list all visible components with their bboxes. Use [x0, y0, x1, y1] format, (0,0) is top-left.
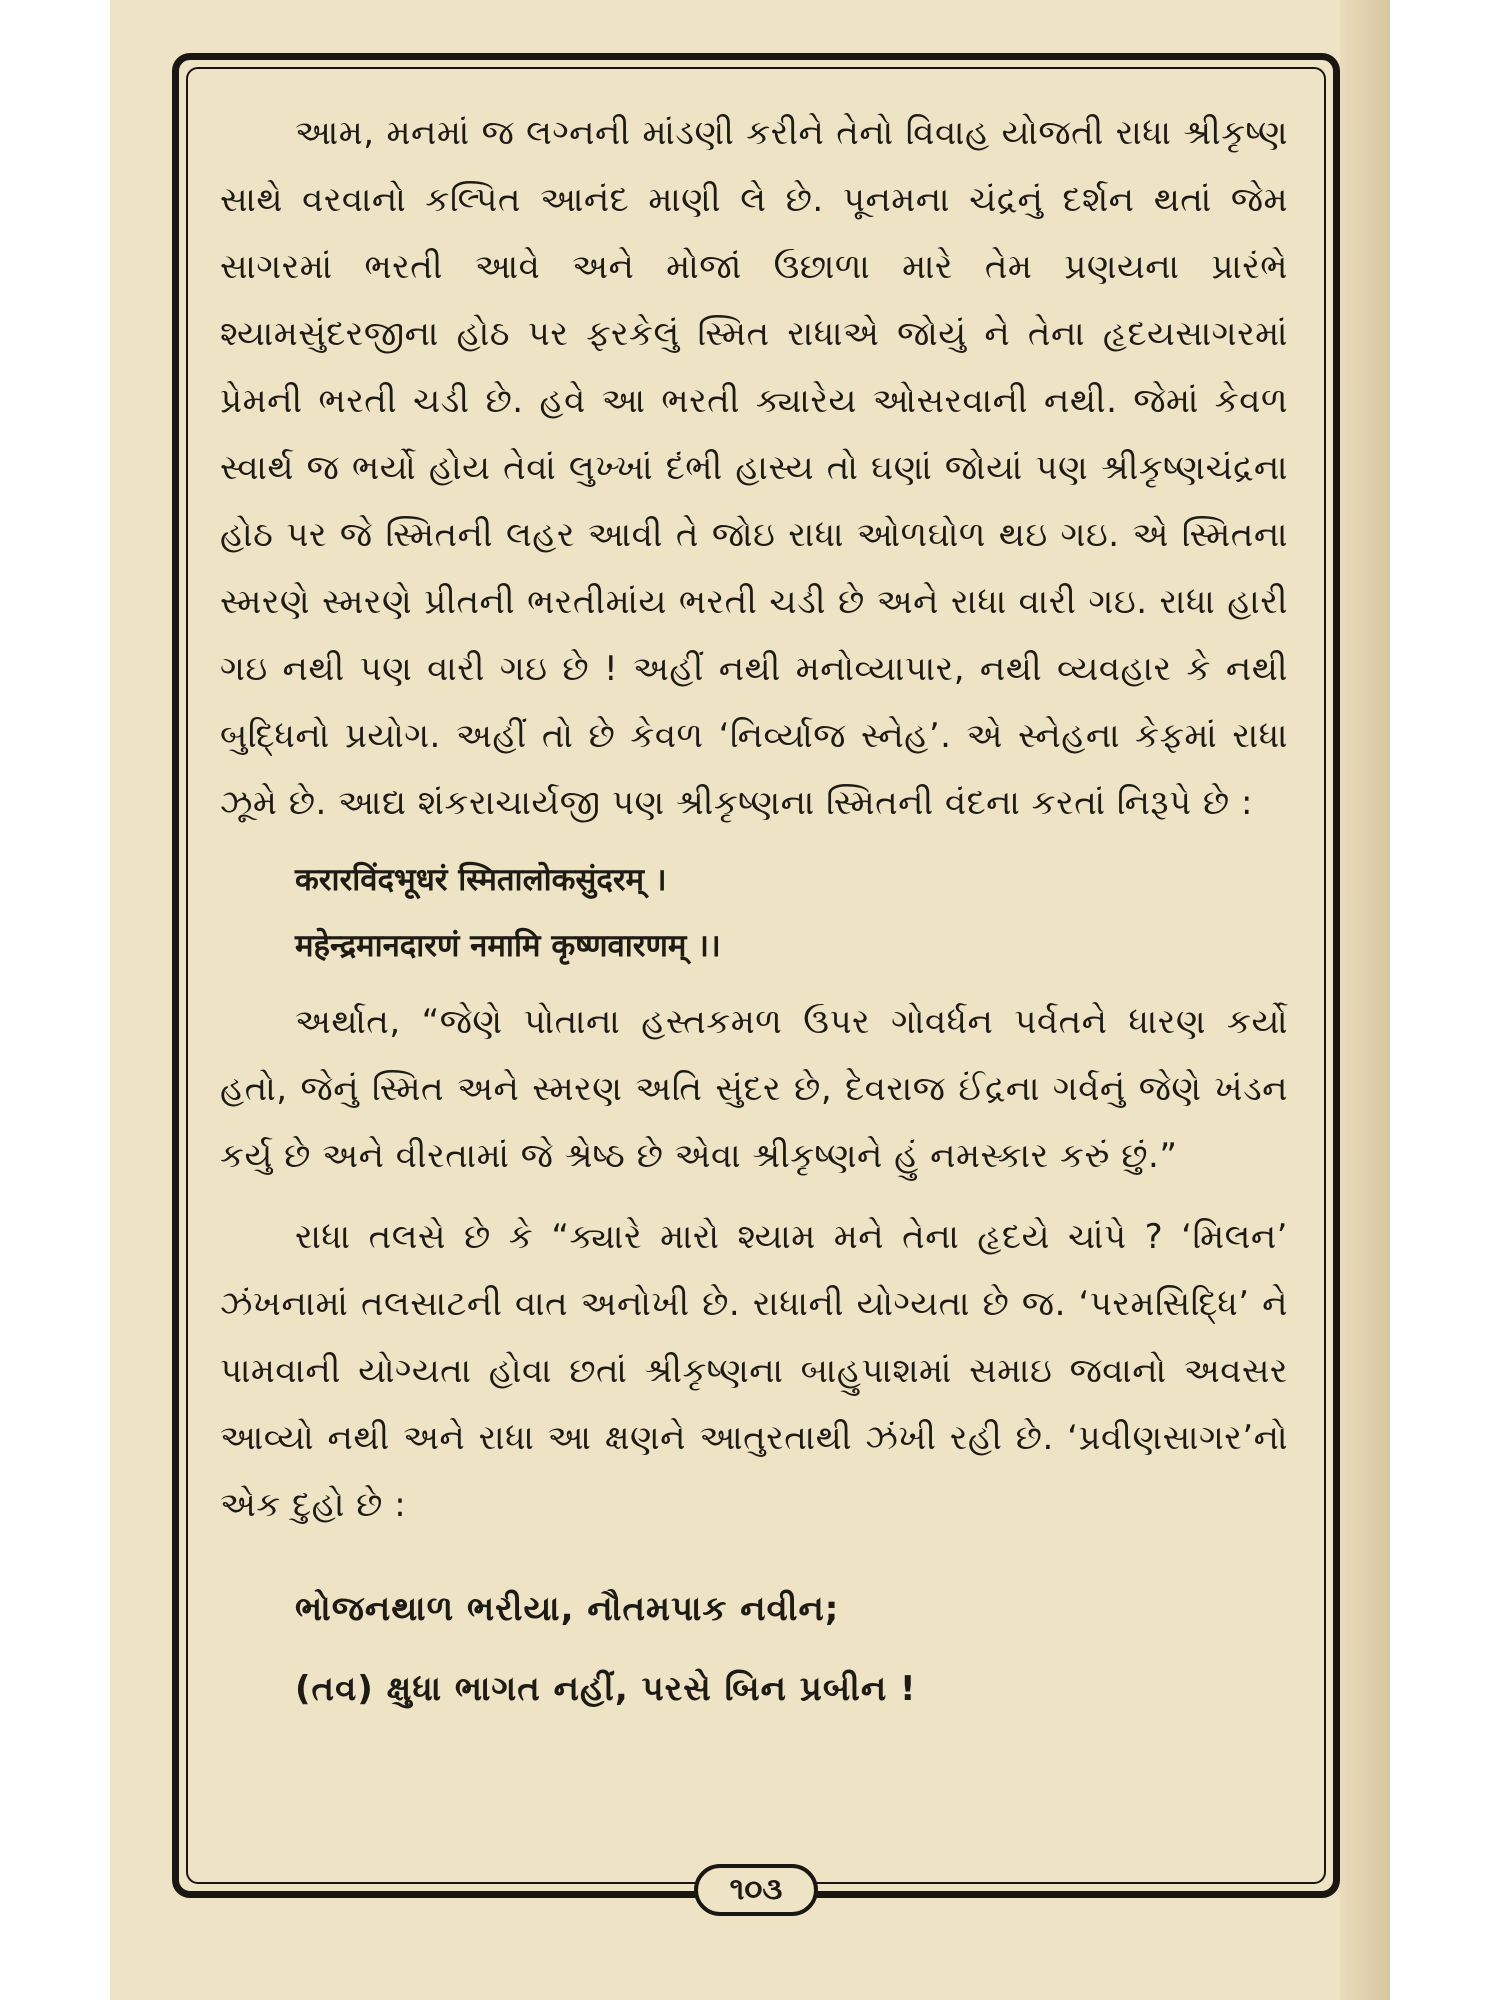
page-content [220, 100, 1288, 1729]
paragraph-1: આમ, મનમાં જ લગ્નની માંડણી કરીને તેનો વિવાહ યોજતી રાધા શ્રીકૃષ્ણ સાથે વરવાનો કલ્પિત આનંદ માણી લે છે. પૂનમના ચંદ્રનું દર્શન થતાં જેમ સાગરમાં ભરતી આવે અને મોજાં ઉછાળા મારે તેમ પ્રણયના પ્રારંભે શ્યામસુંદરજીના હોઠ પર ફરકેલું સ્મિત રાધાએ જોયું ને તેના હૃદયસાગરમાં પ્રેમની ભરતી ચડી છે. હવે આ ભરતી ક્યારેય ઓસરવાની નથી. જેમાં કેવળ સ્વાર્થ જ ભર્યો હોય તેવાં લુખ્ખાં દંભી હાસ્ય તો ઘણાં જોયાં પણ શ્રીકૃષ્ણચંદ્રના હોઠ પર જે સ્મિતની લહર આવી તે જોઇ રાધા ઓળઘોળ થઇ ગઇ. એ સ્મિતના સ્મરણે સ્મરણે પ્રીતની ભરતીમાંય ભરતી ચડી છે અને રાધા વારી ગઇ. રાધા હારી ગઇ નથી પણ વારી ગઇ છે ! અહીં નથી મનોવ્યાપાર, નથી વ્યવહાર કે નથી બુદ્ધિનો પ્રયોગ. અહીં તો છે કેવળ ‘નિર્વ્યાજ સ્નેહ’. એ સ્નેહના કેફમાં રાધા ઝૂમે છે. આદ્ય શંકરાચાર્યજી પણ શ્રીકૃષ્ણના સ્મિતની વંદના કરતાં નિરૂપે છે : [220, 113, 1288, 823]
couplet-line-2: (તવ) ક્ષુધા ભાગત નહીં, પરસે બિન પ્રબીન ! [295, 1669, 917, 1709]
verse-line-2: महेन्द्रमानदारणं नमामि कृष्णवारणम् ।। [295, 928, 721, 964]
couplet-line-1: ભોજનથાળ ભરીયા, નૌતમપાક નવીન; [295, 1589, 840, 1629]
paragraph-3: રાધા તલસે છે કે “ક્યારે મારો શ્યામ મને તેના હૃદયે ચાંપે ? ‘મિલન’ ઝંખનામાં તલસાટની વાત અનોખી છે. રાધાની યોગ્યતા છે જ. ‘પરમસિદ્ધિ’ ને પામવાની યોગ્યતા હોવા છતાં શ્રીકૃષ્ણના બાહુપાશમાં સમાઇ જવાનો અવસર આવ્યો નથી અને રાધા આ ક્ષણને આતુરતાથી ઝંખી રહી છે. ‘પ્રવીણસાગર’નો એક દુહો છે : [220, 1217, 1288, 1525]
verse-line-1: करारविंदभूधरं स्मितालोकसुंदरम् । [295, 862, 667, 898]
sanskrit-verse [295, 847, 1288, 979]
paragraph-2: અર્થાત, “જેણે પોતાના હસ્તકમળ ઉપર ગોવર્ધન પર્વતને ધારણ કર્યો હતો, જેનું સ્મિત અને સ્મરણ અતિ સુંદર છે, દેવરાજ ઈંદ્રના ગર્વનું જેણે ખંડન કર્યુ છે અને વીરતામાં જે શ્રેષ્ઠ છે એવા શ્રીકૃષ્ણને હું નમસ્કાર કરું છું.” [220, 1002, 1288, 1176]
page-edge [1340, 0, 1390, 2000]
duho-couplet [295, 1569, 1288, 1729]
page-number: ૧૦૩ [694, 1864, 818, 1916]
